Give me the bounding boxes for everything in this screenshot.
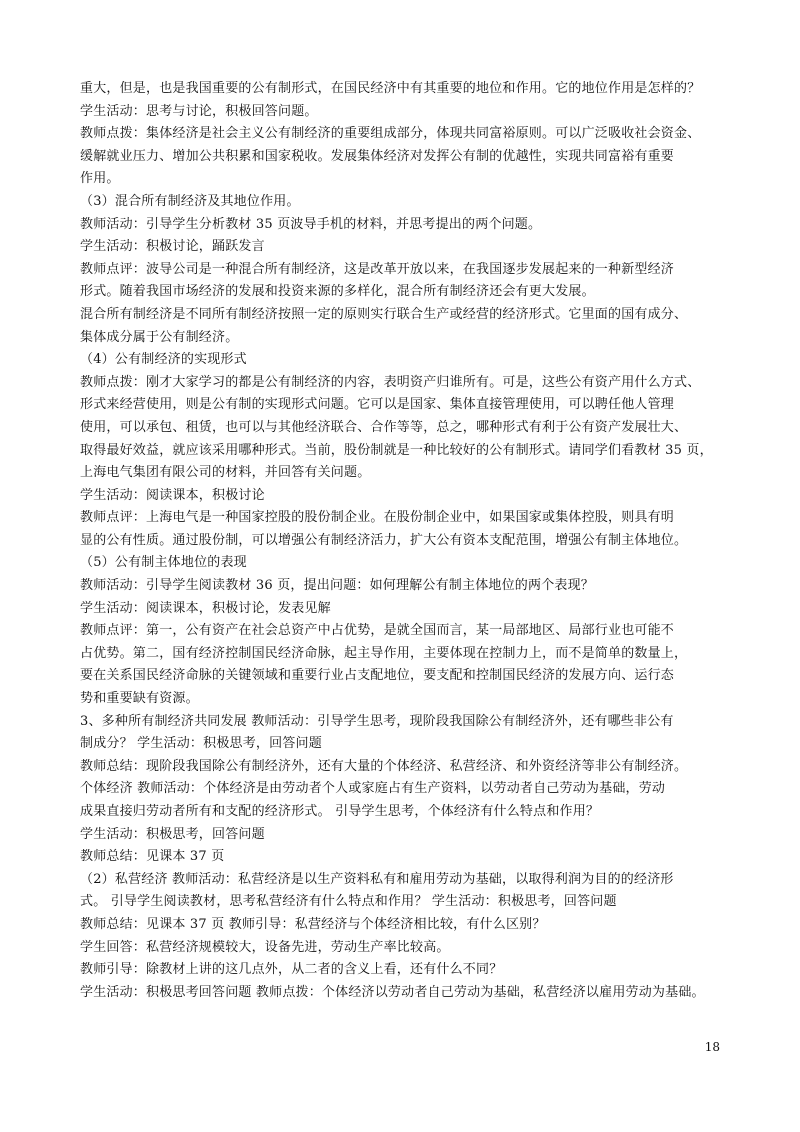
text-line: 教师点评：第一，公有资产在社会总资产中占优势，是就全国而言，某一局部地区、局部行业也可能不 [80,623,675,639]
text-line: 个体经济 教师活动：个体经济是由劳动者个人或家庭占有生产资料，以劳动者自己劳动为基础，劳动 [80,781,666,797]
text-line: 教师活动：引导学生分析教材 35 页波导手机的材料，并思考提出的两个问题。 [80,216,542,232]
text-line: 教师总结：见课本 37 页 [80,849,225,865]
text-line: 要在关系国民经济命脉的关键领域和重要行业占支配地位，要支配和控制国民经济的发展方向、运行态 [80,668,675,684]
text-line: 教师总结：见课本 37 页 教师引导：私营经济与个体经济相比较，有什么区别？ [80,916,546,932]
text-line: 学生活动：阅读课本，积极讨论，发表见解 [80,600,331,616]
text-line: 学生活动：阅读课本，积极讨论 [80,487,265,503]
text-line: 3、多种所有制经济共同发展 教师活动：引导学生思考，现阶段我国除公有制经济外，还有哪些非公有 [80,713,674,729]
text-line: 学生活动：思考与讨论，积极回答问题。 [80,103,318,119]
text-line: （2）私营经济 教师活动：私营经济是以生产资料私有和雇用劳动为基础，以取得利润为目的的经济形 [80,871,674,887]
text-line: 形式来经营使用，则是公有制的实现形式问题。它可以是国家、集体直接管理使用，可以聘任他人管理 [80,397,675,413]
text-line: 制成分？ 学生活动：积极思考，回答问题 [80,736,322,752]
text-line: 显的公有性质。通过股份制，可以增强公有制经济活力，扩大公有资本支配范围，增强公有制主体地位。 [80,532,688,548]
text-line: 重大，但是，也是我国重要的公有制形式，在国民经济中有其重要的地位和作用。它的地位作用是怎样的？ [80,81,701,96]
text-line: 形式。随着我国市场经济的发展和投资来源的多样化，混合所有制经济还会有更大发展。 [80,284,595,300]
text-line: （5）公有制主体地位的表现 [80,555,247,571]
text-line: 学生回答：私营经济规模较大，设备先进，劳动生产率比较高。 [80,939,450,955]
text-line: 集体成分属于公有制经济。 [80,329,239,345]
text-line: 学生活动：积极思考回答问题 教师点拨：个体经济以劳动者自己劳动为基础，私营经济以雇用劳动为基础。 [80,984,705,1000]
text-line: 成果直接归劳动者所有和支配的经济形式。 引导学生思考，个体经济有什么特点和作用？ [80,804,600,819]
text-line: 缓解就业压力、增加公共积累和国家税收。发展集体经济对发挥公有制的优越性，实现共同富裕有重要 [80,148,675,164]
text-line: 使用，可以承包、租赁，也可以与其他经济联合、合作等等，总之，哪种形式有利于公有资产发展壮大、 [80,419,688,435]
body-text [80,78,725,1004]
page-number: 18 [704,1040,720,1054]
text-line: 教师点评：波导公司是一种混合所有制经济，这是改革开放以来，在我国逐步发展起来的一种新型经济 [80,261,675,277]
text-line: 势和重要缺有资源。 [80,691,199,707]
text-line: （3）混合所有制经济及其地位作用。 [80,193,300,209]
text-line: 教师引导：除教材上讲的这几点外，从二者的含义上看，还有什么不同？ [80,962,503,978]
text-line: 占优势。第二，国有经济控制国民经济命脉，起主导作用，主要体现在控制力上，而不是简单的数量上， [80,645,688,661]
text-line: 学生活动：积极讨论，踊跃发言 [80,239,265,255]
text-line: 教师活动：引导学生阅读教材 36 页，提出问题：如何理解公有制主体地位的两个表现？ [80,578,595,594]
text-line: 上海电气集团有限公司的材料，并回答有关问题。 [80,465,371,481]
text-line: 教师点拨：集体经济是社会主义公有制经济的重要组成部分，体现共同富裕原则。可以广泛吸收社会资金、 [80,126,701,142]
text-line: 教师点评：上海电气是一种国家控股的股份制企业。在股份制企业中，如果国家或集体控股，则具有明 [80,510,675,526]
text-line: 式。 引导学生阅读教材，思考私营经济有什么特点和作用？ 学生活动：积极思考，回答问题 [80,894,617,910]
text-line: 取得最好效益，就应该采用哪种形式。当前，股份制就是一种比较好的公有制形式。请同学们看教材 35 页， [80,442,713,458]
text-line: 混合所有制经济是不同所有制经济按照一定的原则实行联合生产或经营的经济形式。它里面的国有成分、 [80,306,688,322]
text-line: 学生活动：积极思考，回答问题 [80,826,265,842]
text-line: 教师总结：现阶段我国除公有制经济外，还有大量的个体经济、私营经济、和外资经济等非公有制经济。 [80,758,688,774]
text-line: （4）公有制经济的实现形式 [80,352,247,368]
text-line: 教师点拨：刚才大家学习的都是公有制经济的内容，表明资产归谁所有。可是，这些公有资产用什么方式、 [80,374,701,390]
text-line: 作用。 [80,171,120,187]
